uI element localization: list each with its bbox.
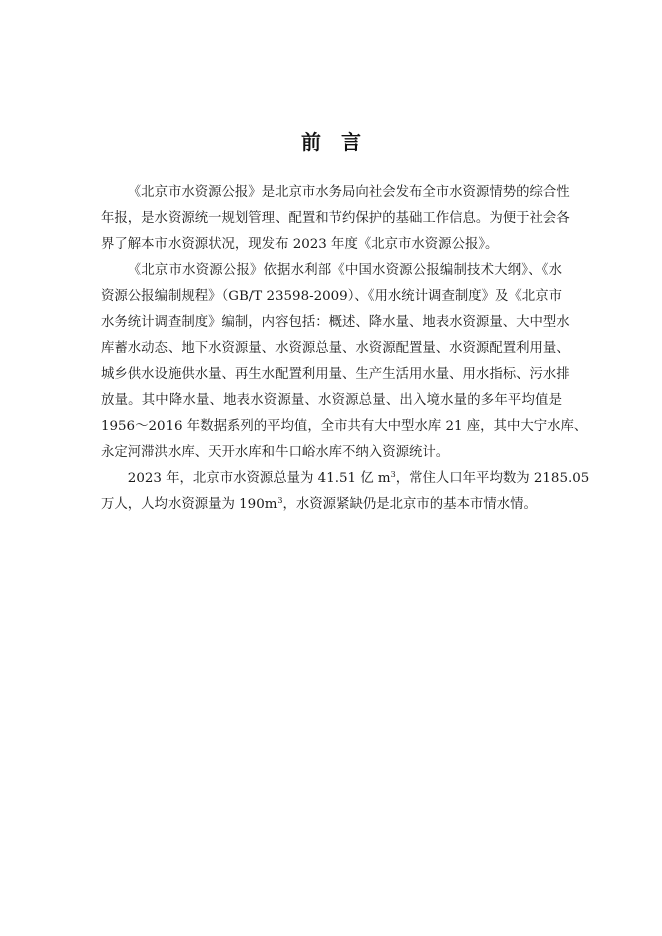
paragraph-line: 放量。其中降水量、地表水资源量、水资源总量、出入境水量的多年平均值是 [101, 393, 562, 408]
title-char-1: 前 [301, 130, 321, 154]
superscript: 3 [277, 496, 283, 505]
text-segment: ，常住人口年平均数为 2185.05 [395, 471, 590, 486]
paragraph-line: 1956～2016 年数据系列的平均值，全市共有大中型水库 21 座，其中大宁水库、 [101, 419, 588, 434]
paragraph-3 [101, 466, 590, 518]
body-text [101, 180, 590, 518]
paragraph-line: 《北京市水资源公报》依据水利部《中国水资源公报编制技术大纲》、《水 [127, 263, 562, 278]
paragraph-line: 库蓄水动态、地下水资源量、水资源总量、水资源配置量、水资源配置利用量、 [101, 341, 570, 356]
paragraph-line: 永定河滞洪水库、天开水库和牛口峪水库不纳入资源统计。 [101, 445, 450, 460]
paragraph-2 [101, 258, 588, 466]
paragraph-1 [101, 180, 570, 258]
paragraph-line: 水务统计调查制度》编制，内容包括：概述、降水量、地表水资源量、大中型水 [101, 315, 570, 330]
text-segment: ，水资源紧缺仍是北京市的基本市情水情。 [282, 497, 537, 512]
paragraph-line-with-superscript [101, 466, 590, 492]
paragraph-line: 城乡供水设施供水量、再生水配置利用量、生产生活用水量、用水指标、污水排 [101, 367, 570, 382]
text-segment: 2023 年，北京市水资源总量为 41.51 亿 m [127, 471, 391, 486]
paragraph-line-with-superscript [101, 492, 562, 518]
superscript: 3 [390, 470, 396, 479]
paragraph-line: 界了解本市水资源状况，现发布 2023 年度《北京市水资源公报》。 [101, 237, 499, 252]
title-char-2: 言 [341, 130, 361, 154]
paragraph-line: 《北京市水资源公报》是北京市水务局向社会发布全市水资源情势的综合性 [127, 185, 570, 200]
page-title [0, 126, 662, 155]
paragraph-line: 年报，是水资源统一规划管理、配置和节约保护的基础工作信息。为便于社会各 [101, 211, 570, 226]
text-segment: 万人，人均水资源量为 190m [101, 497, 278, 512]
paragraph-line: 资源公报编制规程》（GB/T 23598-2009）、《用水统计调查制度》及《北京市 [101, 289, 562, 304]
